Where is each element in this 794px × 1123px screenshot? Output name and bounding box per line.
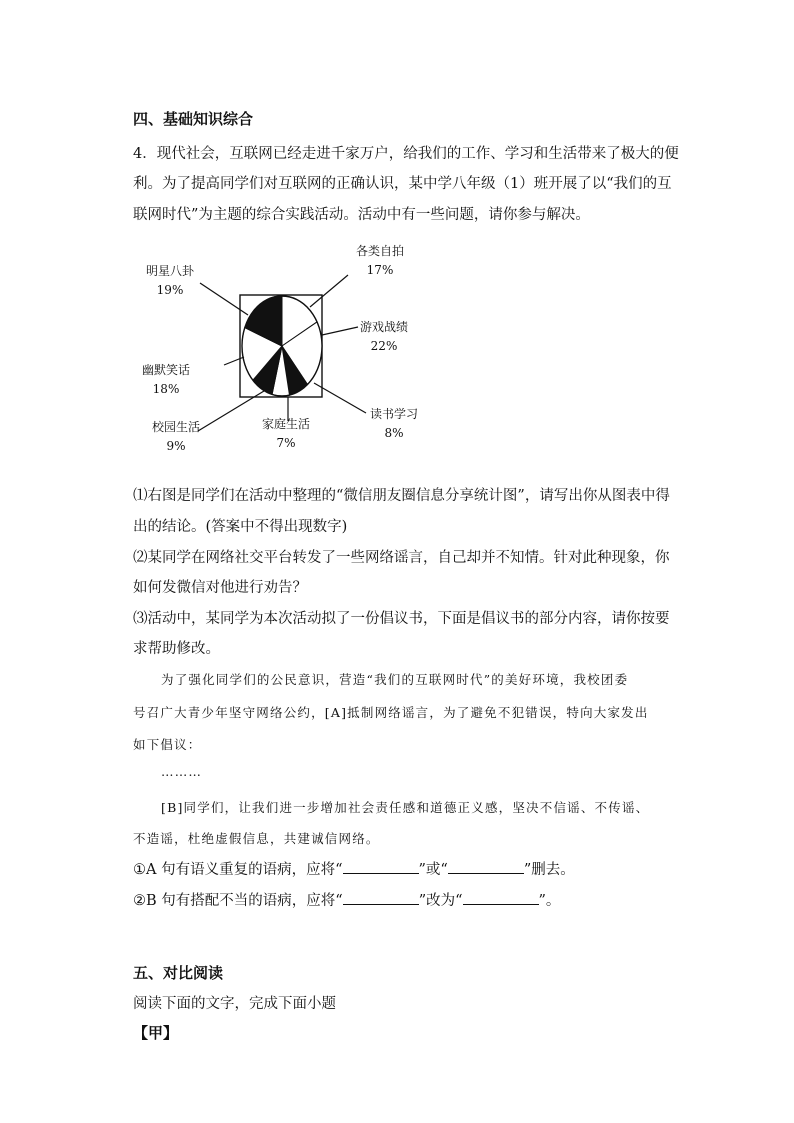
leader-line [322,327,358,335]
intro-line: 利。为了提高同学们对互联网的正确认识，某中学八年级（1）班开展了以“我们的互 [133,176,672,192]
sub-question-text: ”或“ [418,862,448,878]
question-line: 如何发微信对他进行劝告？ [133,580,307,596]
slice-percent: 18% [152,382,180,396]
proposal-ellipsis: ……… [161,764,203,779]
answer-blank[interactable] [343,860,419,874]
question-line: ⑵某同学在网络社交平台转发了一些网络谣言，自己却并不知情。针对此种现象，你 [133,550,670,566]
proposal-line: 如下倡议： [133,737,202,752]
slice-name: 幽默笑话 [142,363,191,377]
chart-label-reading [370,405,418,443]
chart-label-game-records [360,318,408,356]
sub-question-2 [133,889,560,910]
passage-label-jia: 【甲】 [133,1024,179,1042]
chart-label-family [262,415,310,453]
slice-name: 各类自拍 [356,244,405,258]
chart-label-humor [142,361,190,399]
leader-line [314,383,366,413]
leader-line [224,357,244,365]
slice-percent: 17% [366,263,394,277]
chart-label-star-gossip [146,262,194,300]
answer-blank[interactable] [343,891,419,905]
answer-blank[interactable] [463,891,539,905]
sub-question-text: ①A 句有语义重复的语病，应将“ [133,862,343,878]
sub-question-text: ”。 [538,893,561,909]
leader-line [198,391,264,431]
slice-name: 校园生活 [152,420,201,434]
proposal-line: 为了强化同学们的公民意识，营造“我们的互联网时代”的美好环境，我校团委 [161,672,629,687]
question-line: ⑴右图是同学们在活动中整理的“微信朋友圈信息分享统计图”，请写出你从图表中得 [133,488,670,504]
leader-line [310,275,348,307]
slice-name: 明星八卦 [146,264,195,278]
question-line: 求帮助修改。 [133,641,220,657]
slice-name: 读书学习 [370,407,419,421]
slice-percent: 19% [156,283,184,297]
leader-line [200,283,248,315]
sub-question-text: ”删去。 [523,862,575,878]
sub-question-1 [133,858,575,879]
chart-label-selfies [356,242,404,280]
proposal-line: 号召广大青少年坚守网络公约，[A]抵制网络谣言，为了避免不犯错误，特向大家发出 [133,705,649,720]
section-heading-4: 四、基础知识综合 [133,110,254,128]
intro-line: 联网时代”为主题的综合实践活动。活动中有一些问题，请你参与解决。 [133,207,590,223]
slice-name: 游戏战绩 [360,320,409,334]
question-line: ⑶活动中，某同学为本次活动拟了一份倡议书，下面是倡议书的部分内容，请你按要 [133,611,670,627]
sub-question-text: ”改为“ [418,893,463,909]
proposal-line: [B]同学们，让我们进一步增加社会责任感和道德正义感，坚决不信谣、不传谣、 [161,800,650,815]
proposal-line: 不造谣，杜绝虚假信息，共建诚信网络。 [133,831,380,846]
slice-percent: 8% [384,426,404,440]
section-instruction: 阅读下面的文字，完成下面小题 [133,996,336,1012]
answer-blank[interactable] [448,860,524,874]
question-line: 出的结论。(答案中不得出现数字) [133,519,348,535]
chart-label-campus [152,418,200,456]
intro-line: 4．现代社会，互联网已经走进千家万户，给我们的工作、学习和生活带来了极大的便 [133,146,679,162]
slice-percent: 7% [276,436,296,450]
section-heading-5: 五、对比阅读 [133,964,224,982]
slice-percent: 9% [166,439,186,453]
slice-name: 家庭生活 [262,417,311,431]
sub-question-text: ②B 句有搭配不当的语病，应将“ [133,893,343,909]
slice-percent: 22% [370,339,398,353]
